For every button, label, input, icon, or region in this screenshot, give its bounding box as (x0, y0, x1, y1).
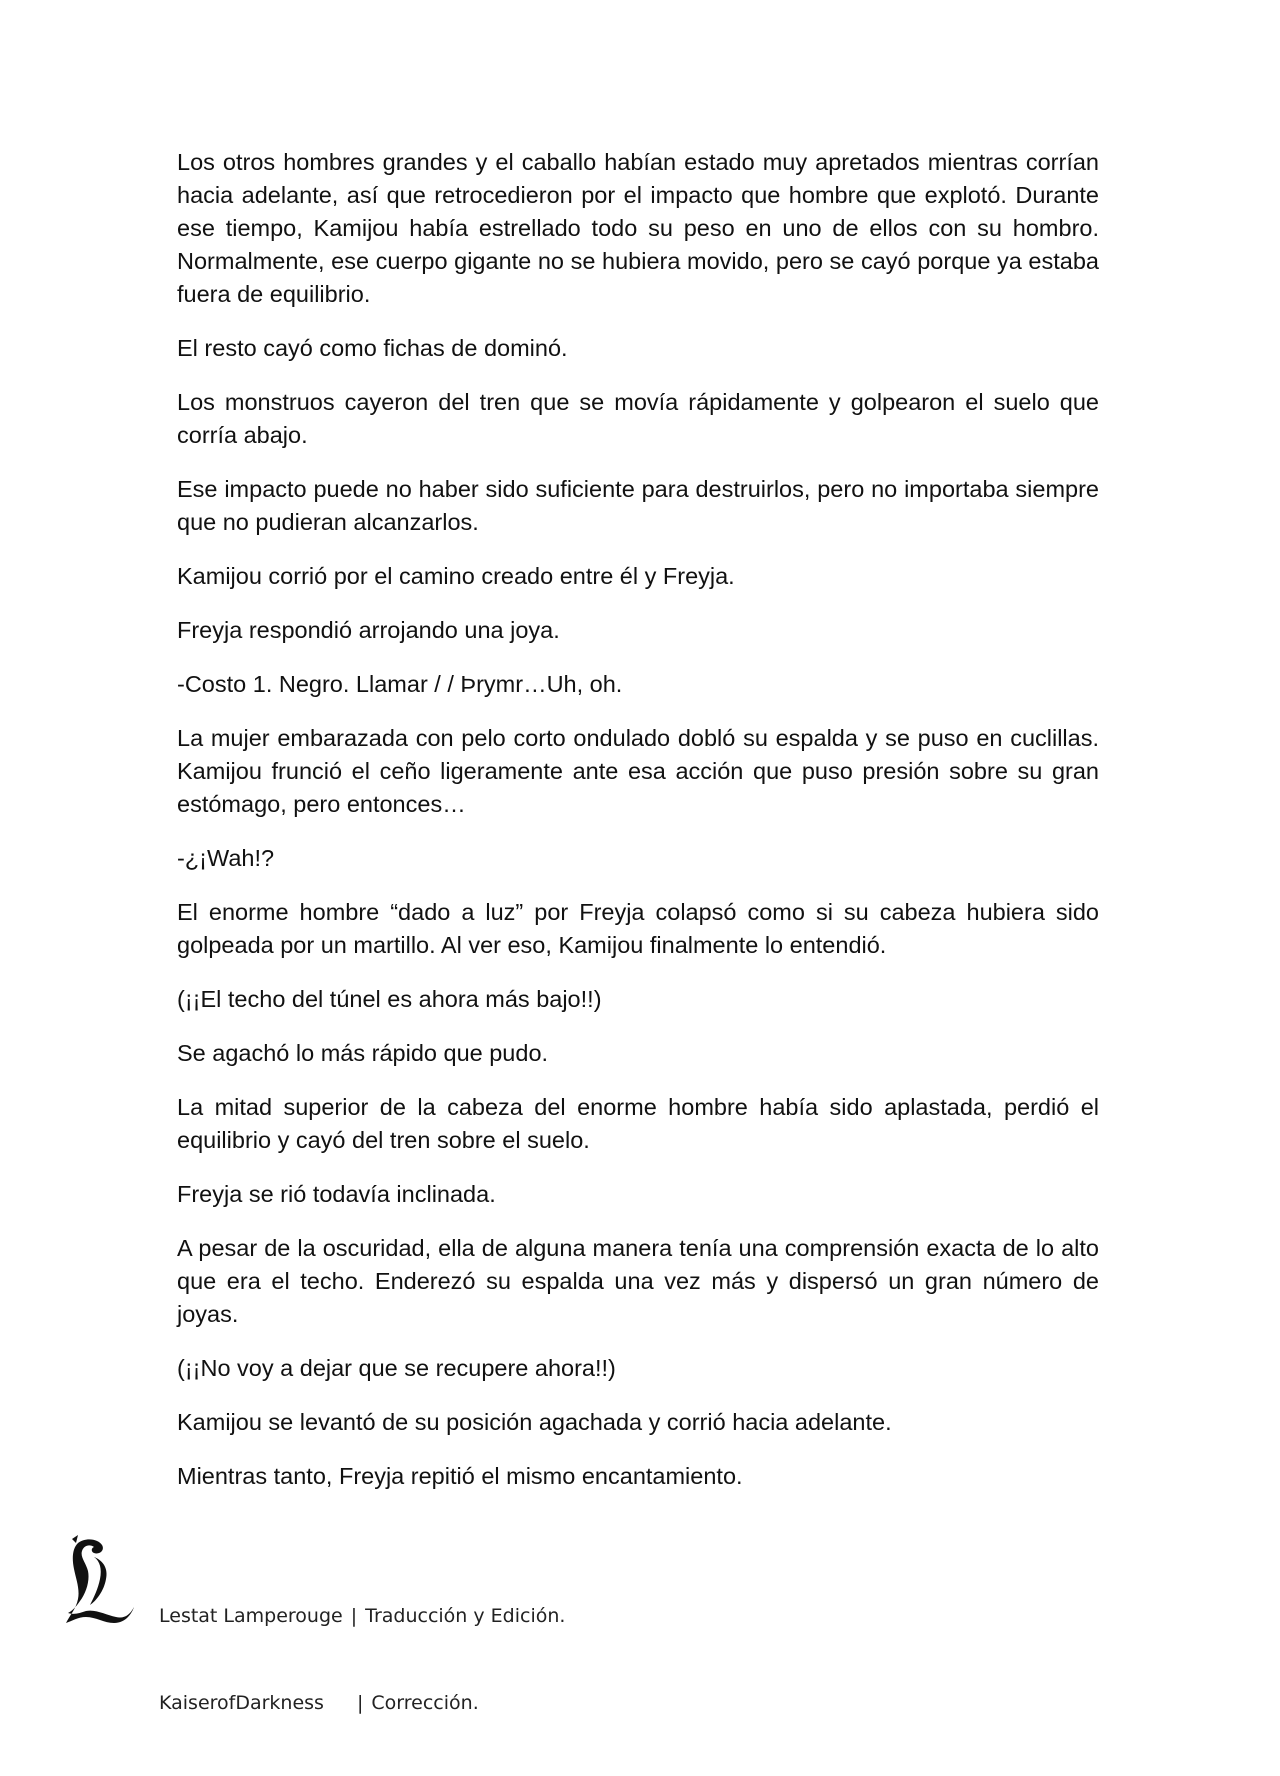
paragraph: El enorme hombre “dado a luz” por Freyja colapsó como si su cabeza hubiera sido golpeada por un martillo. Al ver eso, Kamijou finalmente lo entendió. (177, 899, 1099, 958)
paragraph: Freyja se rió todavía inclinada. (177, 1181, 496, 1207)
paragraph: La mujer embarazada con pelo corto ondulado dobló su espalda y se puso en cuclillas. Kamijou frunció el ceño ligeramente ante esa acción que puso presión sobre su gran estómago, pero entonces… (177, 725, 1099, 817)
credit-name: Lestat Lamperouge (159, 1605, 343, 1627)
credit-name: KaiserofDarkness (159, 1692, 324, 1714)
credit-line-translation (159, 1602, 565, 1631)
body-text (177, 146, 1099, 1514)
credits (159, 1544, 565, 1776)
paragraph: Mientras tanto, Freyja repitió el mismo encantamiento. (177, 1463, 743, 1489)
paragraph: A pesar de la oscuridad, ella de alguna manera tenía una comprensión exacta de lo alto que era el techo. Enderezó su espalda una vez más y dispersó un gran número de joyas. (177, 1235, 1099, 1327)
credit-role: Traducción y Edición. (365, 1605, 566, 1627)
credit-role: Corrección. (371, 1692, 479, 1714)
paragraph: (¡¡No voy a dejar que se recupere ahora!!) (177, 1355, 616, 1381)
paragraph: -Costo 1. Negro. Llamar / / Þrymr…Uh, oh. (177, 671, 623, 697)
gothic-letter-l-logo-icon (64, 1535, 136, 1625)
paragraph: Kamijou corrió por el camino creado entre él y Freyja. (177, 563, 735, 589)
paragraph: -¿¡Wah!? (177, 845, 275, 871)
page-footer (64, 1535, 764, 1714)
paragraph: La mitad superior de la cabeza del enorme hombre había sido aplastada, perdió el equilibrio y cayó del tren sobre el suelo. (177, 1094, 1099, 1153)
credit-separator: | (350, 1605, 358, 1627)
paragraph: Los monstruos cayeron del tren que se movía rápidamente y golpearon el suelo que corría abajo. (177, 389, 1099, 448)
credit-separator: | (357, 1692, 364, 1714)
paragraph: El resto cayó como fichas de dominó. (177, 335, 568, 361)
paragraph: Ese impacto puede no haber sido suficiente para destruirlos, pero no importaba siempre que no pudieran alcanzarlos. (177, 476, 1099, 535)
paragraph: Kamijou se levantó de su posición agachada y corrió hacia adelante. (177, 1409, 892, 1435)
paragraph: Los otros hombres grandes y el caballo habían estado muy apretados mientras corrían hacia adelante, así que retrocedieron por el impacto que hombre que explotó. Durante ese tiempo, Kamijou había estrellado todo su peso en uno de ellos con su hombro. Normalmente, ese cuerpo gigante no se hubiera movido, pero se cayó porque ya estaba fuera de equilibrio. (177, 149, 1099, 307)
paragraph: (¡¡El techo del túnel es ahora más bajo!!) (177, 986, 602, 1012)
credit-line-correction (159, 1689, 565, 1718)
paragraph: Freyja respondió arrojando una joya. (177, 617, 560, 643)
paragraph: Se agachó lo más rápido que pudo. (177, 1040, 549, 1066)
